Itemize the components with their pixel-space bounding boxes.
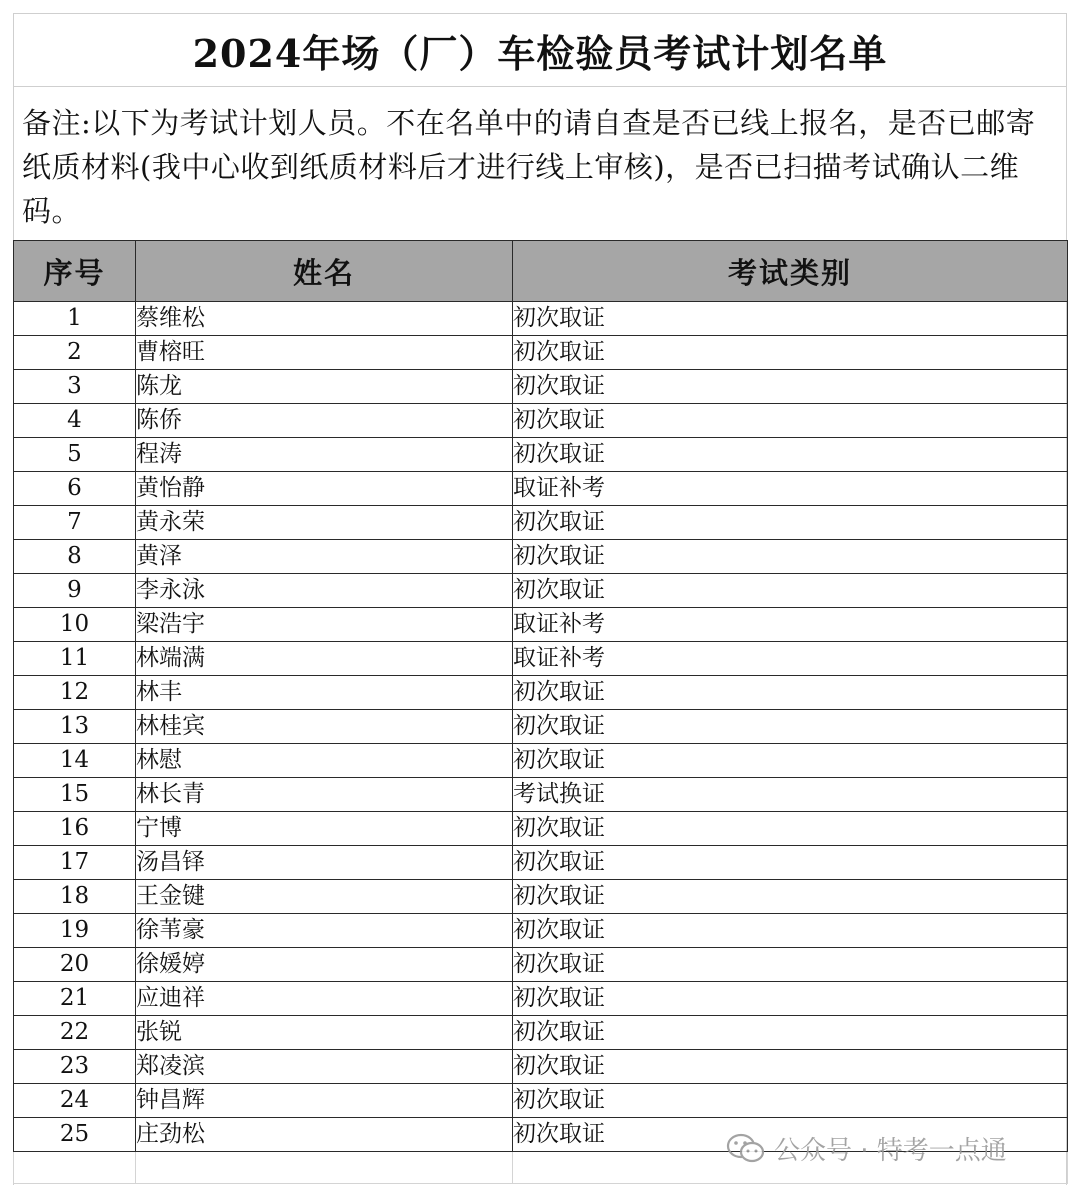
row-no-cell: 5 <box>14 438 136 472</box>
row-exam-type-cell: 初次取证 <box>513 404 1068 438</box>
table-row <box>14 676 1068 710</box>
row-no-cell: 4 <box>14 404 136 438</box>
header-no: 序号 <box>14 241 136 302</box>
row-no-cell: 23 <box>14 1050 136 1084</box>
row-no-cell: 7 <box>14 506 136 540</box>
row-no-cell: 9 <box>14 574 136 608</box>
row-exam-type-cell: 取证补考 <box>513 472 1068 506</box>
row-name-cell: 李永泳 <box>136 574 513 608</box>
blank-cell <box>136 1152 513 1184</box>
row-exam-type-cell: 初次取证 <box>513 948 1068 982</box>
row-no-cell: 25 <box>14 1118 136 1152</box>
row-name-cell: 张锐 <box>136 1016 513 1050</box>
table-row <box>14 880 1068 914</box>
blank-cell <box>14 1152 136 1184</box>
row-name-cell: 郑凌滨 <box>136 1050 513 1084</box>
wechat-watermark <box>726 1130 1007 1167</box>
table-row <box>14 1084 1068 1118</box>
table-row <box>14 778 1068 812</box>
row-exam-type-cell: 初次取证 <box>513 574 1068 608</box>
table-row <box>14 336 1068 370</box>
row-no-cell: 18 <box>14 880 136 914</box>
table-row <box>14 438 1068 472</box>
table-body <box>14 302 1068 1184</box>
row-no-cell: 21 <box>14 982 136 1016</box>
row-name-cell: 蔡维松 <box>136 302 513 336</box>
row-exam-type-cell: 考试换证 <box>513 778 1068 812</box>
header-exam-type: 考试类别 <box>513 241 1068 302</box>
row-name-cell: 林丰 <box>136 676 513 710</box>
table-row <box>14 302 1068 336</box>
row-name-cell: 钟昌辉 <box>136 1084 513 1118</box>
row-no-cell: 10 <box>14 608 136 642</box>
row-exam-type-cell: 初次取证 <box>513 880 1068 914</box>
row-no-cell: 1 <box>14 302 136 336</box>
exam-roster-table <box>13 240 1068 1184</box>
row-name-cell: 林端满 <box>136 642 513 676</box>
table-row <box>14 370 1068 404</box>
row-exam-type-cell: 初次取证 <box>513 1118 1068 1152</box>
row-exam-type-cell: 初次取证 <box>513 982 1068 1016</box>
row-exam-type-cell: 初次取证 <box>513 914 1068 948</box>
table-row <box>14 1050 1068 1084</box>
row-no-cell: 13 <box>14 710 136 744</box>
row-no-cell: 2 <box>14 336 136 370</box>
table-row <box>14 506 1068 540</box>
row-name-cell: 黄怡静 <box>136 472 513 506</box>
row-exam-type-cell: 初次取证 <box>513 438 1068 472</box>
row-name-cell: 林慰 <box>136 744 513 778</box>
table-row <box>14 642 1068 676</box>
row-name-cell: 宁博 <box>136 812 513 846</box>
row-no-cell: 3 <box>14 370 136 404</box>
table-row <box>14 846 1068 880</box>
page-title: 2024年场（厂）车检验员考试计划名单 <box>14 13 1066 87</box>
table-row <box>14 982 1068 1016</box>
row-exam-type-cell: 初次取证 <box>513 1016 1068 1050</box>
row-no-cell: 12 <box>14 676 136 710</box>
watermark-text: 公众号 · 特考一点通 <box>774 1136 1007 1166</box>
table-row <box>14 914 1068 948</box>
row-exam-type-cell: 初次取证 <box>513 540 1068 574</box>
row-no-cell: 6 <box>14 472 136 506</box>
row-name-cell: 徐苇豪 <box>136 914 513 948</box>
row-name-cell: 林长青 <box>136 778 513 812</box>
table-row <box>14 744 1068 778</box>
row-name-cell: 黄永荣 <box>136 506 513 540</box>
row-no-cell: 20 <box>14 948 136 982</box>
row-no-cell: 8 <box>14 540 136 574</box>
row-exam-type-cell: 初次取证 <box>513 710 1068 744</box>
row-name-cell: 程涛 <box>136 438 513 472</box>
row-no-cell: 11 <box>14 642 136 676</box>
note-text: 备注:以下为考试计划人员。不在名单中的请自查是否已线上报名，是否已邮寄纸质材料(我中心收到纸质材料后才进行线上审核)，是否已扫描考试确认二维码。 <box>22 106 1036 228</box>
row-exam-type-cell: 初次取证 <box>513 336 1068 370</box>
row-exam-type-cell: 取证补考 <box>513 642 1068 676</box>
table-row <box>14 608 1068 642</box>
row-exam-type-cell: 初次取证 <box>513 1084 1068 1118</box>
row-no-cell: 16 <box>14 812 136 846</box>
header-name: 姓名 <box>136 241 513 302</box>
row-name-cell: 陈龙 <box>136 370 513 404</box>
row-name-cell: 黄泽 <box>136 540 513 574</box>
table-header-row <box>14 241 1068 302</box>
table-row <box>14 948 1068 982</box>
row-exam-type-cell: 初次取证 <box>513 302 1068 336</box>
row-no-cell: 17 <box>14 846 136 880</box>
table-row <box>14 1016 1068 1050</box>
wechat-icon <box>726 1133 766 1165</box>
row-exam-type-cell: 初次取证 <box>513 370 1068 404</box>
row-name-cell: 梁浩宇 <box>136 608 513 642</box>
table-row <box>14 574 1068 608</box>
row-no-cell: 14 <box>14 744 136 778</box>
row-exam-type-cell: 取证补考 <box>513 608 1068 642</box>
row-no-cell: 19 <box>14 914 136 948</box>
table-row <box>14 404 1068 438</box>
row-no-cell: 22 <box>14 1016 136 1050</box>
row-name-cell: 应迪祥 <box>136 982 513 1016</box>
row-exam-type-cell: 初次取证 <box>513 506 1068 540</box>
row-name-cell: 庄劲松 <box>136 1118 513 1152</box>
row-name-cell: 汤昌铎 <box>136 846 513 880</box>
table-row <box>14 812 1068 846</box>
row-name-cell: 林桂宾 <box>136 710 513 744</box>
row-exam-type-cell: 初次取证 <box>513 846 1068 880</box>
table-row <box>14 472 1068 506</box>
row-exam-type-cell: 初次取证 <box>513 1050 1068 1084</box>
row-name-cell: 陈侨 <box>136 404 513 438</box>
row-exam-type-cell: 初次取证 <box>513 744 1068 778</box>
row-exam-type-cell: 初次取证 <box>513 812 1068 846</box>
row-no-cell: 15 <box>14 778 136 812</box>
row-name-cell: 徐媛婷 <box>136 948 513 982</box>
table-row <box>14 540 1068 574</box>
row-name-cell: 王金键 <box>136 880 513 914</box>
table-row <box>14 710 1068 744</box>
spreadsheet-sheet <box>13 13 1067 1185</box>
row-name-cell: 曹榕旺 <box>136 336 513 370</box>
row-no-cell: 24 <box>14 1084 136 1118</box>
row-exam-type-cell: 初次取证 <box>513 676 1068 710</box>
